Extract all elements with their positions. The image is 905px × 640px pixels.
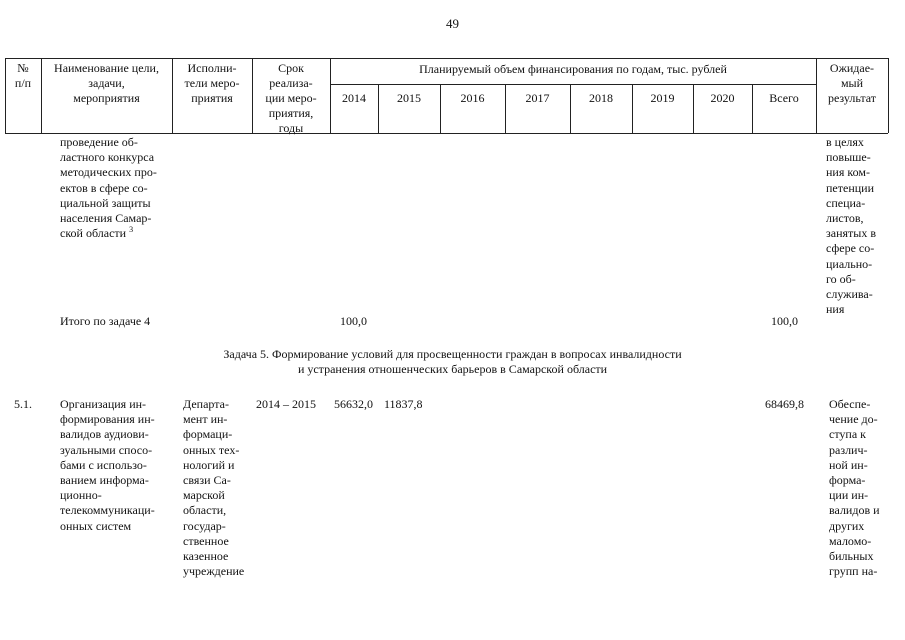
header-name-line: задачи, <box>88 76 125 90</box>
text-line: ской области <box>60 226 127 241</box>
text-line: в целях <box>826 135 864 149</box>
header-year-2014: 2014 <box>342 91 366 105</box>
header-number <box>5 61 41 91</box>
text-line: бами с использо- <box>60 457 147 472</box>
text-line: валидов и <box>829 503 880 518</box>
text-line: петенции <box>826 180 875 195</box>
text-line: листов, <box>826 211 864 226</box>
text-line: онных тех- <box>183 442 240 457</box>
header-term-line: приятия, <box>268 106 314 120</box>
text-line: го об- <box>826 271 856 286</box>
header-name-line: мероприятия <box>73 91 140 105</box>
text-line: ластного конкурса <box>60 150 155 165</box>
text-line: служива- <box>826 287 873 302</box>
text-line: занятых в <box>826 226 876 241</box>
years-divider-rule <box>330 84 816 85</box>
text-line: форма- <box>829 473 866 488</box>
header-name <box>41 61 172 106</box>
header-term-line: ции меро- <box>265 91 317 105</box>
text-line: формирования ин- <box>60 412 155 427</box>
text-line: населения Самар- <box>60 211 152 226</box>
text-line: нологий и <box>183 457 235 472</box>
text-line: циальной защиты <box>60 195 151 210</box>
header-year-2016: 2016 <box>460 91 485 105</box>
text-line: ступа к <box>829 427 866 442</box>
text-line: ния ком- <box>826 165 870 180</box>
text-line: мент ин- <box>183 412 228 427</box>
text-line: методических про- <box>60 165 157 180</box>
row-5-1-number: 5.1. <box>14 397 32 411</box>
row-5-1-name <box>60 397 170 534</box>
text-line <box>826 272 882 287</box>
text-line-with-footnote <box>60 226 168 241</box>
text-line: бильных <box>829 549 874 564</box>
text-line: Обеспе- <box>829 397 871 411</box>
header-year-2020: 2020 <box>710 91 735 105</box>
text-line: Департа- <box>183 397 229 411</box>
text-line: сфере со- <box>826 241 875 256</box>
continued-row-name <box>60 135 168 241</box>
header-result-line: мый <box>840 76 864 90</box>
text-line: ственное <box>183 533 229 548</box>
header-number-line: № <box>17 61 29 75</box>
task4-total-2014: 100,0 <box>340 314 367 328</box>
header-total: Всего <box>769 91 799 105</box>
header-term-line: реализа- <box>269 76 313 90</box>
task4-total-label: Итого по задаче 4 <box>60 314 151 328</box>
text-line: ционно- <box>60 488 102 503</box>
text-line: циально- <box>826 256 873 271</box>
header-executors-line: приятия <box>191 91 233 105</box>
text-line: ектов в сфере со- <box>60 180 148 195</box>
continued-row-result <box>826 135 882 317</box>
page-number: 49 <box>446 16 459 31</box>
text-line: различ- <box>829 442 868 457</box>
header-executors-line: тели меро- <box>184 76 240 90</box>
task5-title <box>0 347 905 377</box>
header-year-2015: 2015 <box>397 91 421 105</box>
text-line: валидов аудиови- <box>60 427 149 442</box>
text-line: формаци- <box>183 427 233 442</box>
task4-total-sum: 100,0 <box>771 314 798 328</box>
text-line: ванием информа- <box>60 473 149 488</box>
footnote-marker: 3 <box>129 225 134 235</box>
row-5-1-executors <box>183 397 251 579</box>
header-top-rule <box>5 58 888 59</box>
text-line: государ- <box>183 518 226 533</box>
row-5-1-total: 68469,8 <box>765 397 804 411</box>
text-line: других <box>829 518 865 533</box>
header-result-line: Ожидае- <box>829 61 875 75</box>
text-line: специа- <box>826 195 866 210</box>
header-bottom-rule <box>5 133 888 134</box>
text-line: телекоммуникаци- <box>60 503 155 518</box>
header-financing: Планируемый объем финансирования по годам, тыс. рублей <box>419 62 727 76</box>
text-line: проведение об- <box>60 135 138 149</box>
text-line: марской <box>183 488 225 503</box>
text-line: ции ин- <box>829 488 869 503</box>
header-executors <box>172 61 252 106</box>
header-executors-line: Исполни- <box>187 61 237 75</box>
text-line: чение до- <box>829 412 878 427</box>
text-line: ной ин- <box>829 457 868 472</box>
header-result-line: результат <box>827 91 877 105</box>
header-year-2017: 2017 <box>525 91 550 105</box>
header-result <box>816 61 888 106</box>
grid-line <box>888 58 889 133</box>
text-line: ния <box>826 302 845 317</box>
text-line: онных систем <box>60 518 132 533</box>
header-term-line: Срок <box>278 61 304 75</box>
text-line: групп на- <box>829 564 878 579</box>
text-line: казенное <box>183 549 229 564</box>
header-term <box>252 61 330 136</box>
text-line: связи Са- <box>183 473 231 488</box>
task5-title-line: и устранения отношенческих барьеров в Самарской области <box>297 362 608 376</box>
row-5-1-result <box>829 397 885 579</box>
text-line: Организация ин- <box>60 397 147 411</box>
row-5-1-2014: 56632,0 <box>334 397 373 411</box>
text-line: повыше- <box>826 150 871 165</box>
task5-title-line: Задача 5. Формирование условий для просвещенности граждан в вопросах инвалидности <box>223 347 682 361</box>
header-year-2018: 2018 <box>589 91 613 105</box>
header-year-2019: 2019 <box>650 91 675 105</box>
text-line: зуальными спосо- <box>60 442 153 457</box>
text-line: маломо- <box>829 533 872 548</box>
header-name-line: Наименование цели, <box>54 61 159 75</box>
text-line: области, <box>183 503 227 518</box>
header-term-line: годы <box>278 121 304 135</box>
row-5-1-2015: 11837,8 <box>384 397 423 411</box>
row-5-1-term: 2014 – 2015 <box>256 397 316 411</box>
header-number-line: п/п <box>14 76 32 90</box>
text-line: учреждение <box>183 564 245 579</box>
